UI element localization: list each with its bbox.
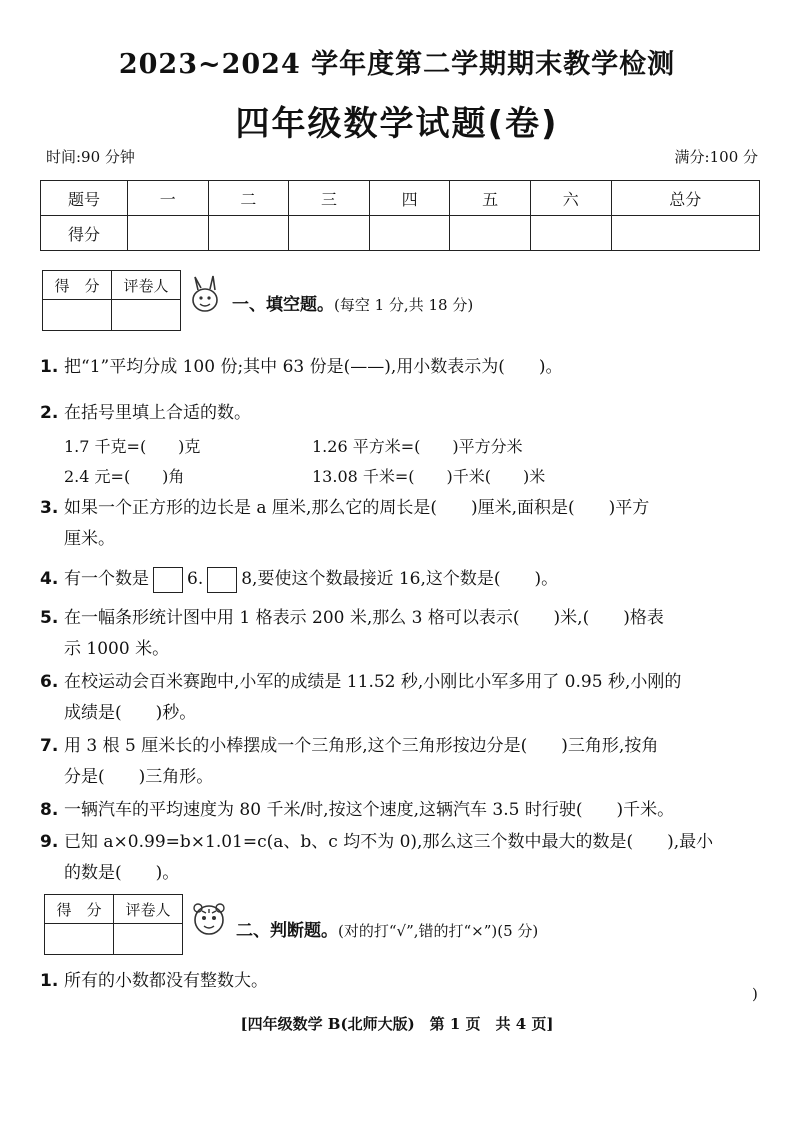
question-1-3-cont: 厘米。 [64, 529, 115, 549]
score-input-cell[interactable] [208, 216, 289, 251]
answer-box[interactable] [153, 567, 183, 593]
section2-title [236, 916, 538, 941]
section1-note: (每空 1 分,共 18 分) [334, 296, 474, 314]
question-1-6 [40, 667, 681, 697]
score-table-cell: 题号 [41, 181, 128, 216]
question-number: 1. [40, 971, 59, 991]
score-input-cell[interactable] [128, 216, 209, 251]
score-table-cell: 得分 [41, 216, 128, 251]
score-table-cell: 一 [128, 181, 209, 216]
question-number: 9. [40, 832, 59, 852]
rabbit-mascot-icon [186, 274, 224, 314]
question-1-2 [40, 398, 251, 428]
question-1-9-cont: 的数是( )。 [64, 863, 180, 883]
score-input-cell[interactable] [369, 216, 450, 251]
score-table-cell: 五 [450, 181, 531, 216]
question-text: 在校运动会百米赛跑中,小军的成绩是 11.52 秒,小刚比小军多用了 0.95 秒,小刚的 [64, 672, 682, 692]
question-1-9 [40, 827, 713, 857]
score-table-score-row [41, 216, 760, 251]
grader-name-label: 评卷人 [114, 895, 183, 924]
q2-item: 1.26 平方米=( )平方分米 [312, 437, 523, 456]
q2-item: 2.4 元=( )角 [64, 467, 185, 486]
question-text: 已知 a×0.99=b×1.01=c(a、b、c 均不为 0),那么这三个数中最大的数是( ),最小 [64, 832, 714, 852]
page-footer: [四年级数学 B(北师大版) 第 1 页 共 4 页] [240, 1015, 554, 1033]
grader-name-label: 评卷人 [112, 271, 181, 300]
question-number: 3. [40, 498, 59, 518]
score-table [40, 180, 760, 251]
score-table-cell: 二 [208, 181, 289, 216]
question-1-6-cont: 成绩是( )秒。 [64, 703, 197, 723]
exam-title: 2023~2024 学年度第二学期期末教学检测 [118, 49, 676, 80]
exam-full-score: 满分:100 分 [674, 148, 758, 166]
question-text: 把“1”平均分成 100 份;其中 63 份是(——),用小数表示为( )。 [64, 357, 563, 377]
question-text: 有一个数是 [64, 569, 149, 589]
question-number: 6. [40, 672, 59, 692]
exam-subtitle: 四年级数学试题(卷) [235, 104, 559, 144]
score-input-cell[interactable] [611, 216, 759, 251]
question-1-5-cont: 示 1000 米。 [64, 639, 170, 659]
grader-score-input[interactable] [43, 300, 112, 331]
score-table-cell: 总分 [611, 181, 759, 216]
grader-name-input[interactable] [112, 300, 181, 331]
question-1-3 [40, 493, 649, 523]
question-text: 用 3 根 5 厘米长的小棒摆成一个三角形,这个三角形按边分是( )三角形,按角 [64, 736, 659, 756]
question-1-8 [40, 795, 674, 825]
answer-bracket[interactable]: ) [752, 985, 758, 1003]
question-text: 8,要使这个数最接近 16,这个数是( )。 [241, 569, 559, 589]
section2-note: (对的打“√”,错的打“×”)(5 分) [338, 922, 539, 940]
question-1-7 [40, 731, 658, 761]
question-number: 8. [40, 800, 59, 820]
question-1-4 [40, 564, 558, 594]
question-text: 在括号里填上合适的数。 [64, 403, 251, 423]
q2-item: 13.08 千米=( )千米( )米 [312, 467, 546, 486]
score-input-cell[interactable] [450, 216, 531, 251]
question-number: 2. [40, 403, 59, 423]
score-table-header-row [41, 181, 760, 216]
score-table-cell: 六 [530, 181, 611, 216]
score-table-cell: 四 [369, 181, 450, 216]
tiger-mascot-icon [190, 900, 228, 940]
grader-score-label: 得 分 [43, 271, 112, 300]
grader-score-input[interactable] [45, 924, 114, 955]
question-1-7-cont: 分是( )三角形。 [64, 767, 214, 787]
question-text: 一辆汽车的平均速度为 80 千米/时,按这个速度,这辆汽车 3.5 时行驶( )千米。 [64, 800, 675, 820]
question-2-1 [40, 966, 268, 996]
exam-time: 时间:90 分钟 [46, 148, 135, 166]
question-number: 1. [40, 357, 59, 377]
answer-box[interactable] [207, 567, 237, 593]
section1-title [232, 290, 473, 315]
question-number: 4. [40, 569, 59, 589]
question-text: 6. [187, 569, 204, 589]
grader-box-section1 [42, 270, 181, 331]
q2-item: 1.7 千克=( )克 [64, 437, 201, 456]
question-number: 5. [40, 608, 59, 628]
score-input-cell[interactable] [530, 216, 611, 251]
grader-score-label: 得 分 [45, 895, 114, 924]
question-text: 在一幅条形统计图中用 1 格表示 200 米,那么 3 格可以表示( )米,( )格表 [64, 608, 664, 628]
question-text: 如果一个正方形的边长是 a 厘米,那么它的周长是( )厘米,面积是( )平方 [64, 498, 650, 518]
question-1-1 [40, 352, 563, 382]
question-text: 所有的小数都没有整数大。 [64, 971, 268, 991]
score-table-cell: 三 [289, 181, 370, 216]
section1-title-text: 一、填空题。 [232, 295, 334, 315]
grader-box-section2 [44, 894, 183, 955]
score-input-cell[interactable] [289, 216, 370, 251]
section2-title-text: 二、判断题。 [236, 921, 338, 941]
grader-name-input[interactable] [114, 924, 183, 955]
question-1-5 [40, 603, 664, 633]
question-number: 7. [40, 736, 59, 756]
